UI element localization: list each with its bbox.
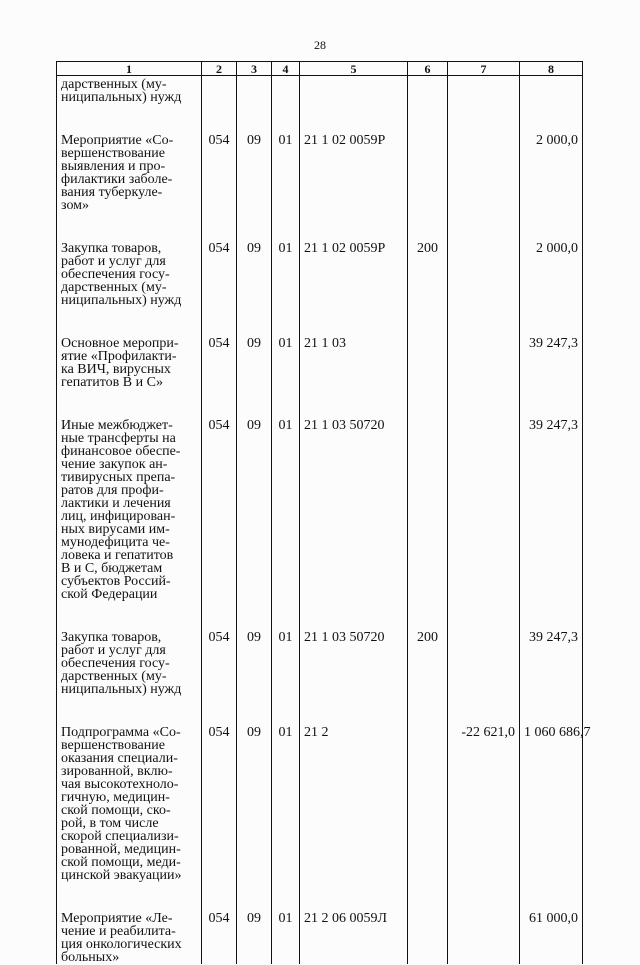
cell-value <box>412 335 443 337</box>
name-line: дарственных (му- <box>61 669 167 684</box>
table-row-continued <box>57 76 583 105</box>
cell-value: 054 <box>208 911 230 926</box>
cell-value <box>452 910 515 912</box>
code-cell-4 <box>272 724 300 882</box>
name-cell <box>57 910 202 964</box>
name-line: дарственных (му- <box>61 280 167 295</box>
cell-value: 39 247,3 <box>529 418 578 433</box>
name-cell <box>57 76 202 105</box>
name-line: Закупка товаров, <box>61 241 162 256</box>
code-cell-4 <box>272 629 300 696</box>
code-cell-2 <box>202 910 237 964</box>
cell-value: 01 <box>278 241 293 256</box>
code-cell-6 <box>408 629 448 696</box>
code-cell-5 <box>300 629 408 696</box>
cell-value: 054 <box>208 336 230 351</box>
name-cell <box>57 240 202 307</box>
code-cell-6 <box>408 132 448 212</box>
code-cell-5 <box>300 417 408 601</box>
cell-value <box>412 417 443 419</box>
name-line: ция онкологических <box>61 937 182 952</box>
cell-value: 054 <box>208 133 230 148</box>
name-line: ные трансферты на <box>61 431 176 446</box>
cell-value: 01 <box>278 630 293 645</box>
table-row <box>57 335 583 389</box>
table-row <box>57 417 583 601</box>
cell-value: 09 <box>247 241 261 256</box>
page-number: 28 <box>314 38 326 52</box>
name-cell <box>57 724 202 882</box>
name-line: оказания специали- <box>61 751 178 766</box>
cell-value: 054 <box>208 418 230 433</box>
name-line: рованной, медицин- <box>61 842 181 857</box>
code-cell-4 <box>272 417 300 601</box>
cell-value: 21 2 06 0059Л <box>304 911 387 926</box>
cell-value: 1 060 686,7 <box>524 725 591 740</box>
row-spacer <box>57 601 583 629</box>
code-cell-3 <box>237 629 272 696</box>
name-line: обеспечения госу- <box>61 267 170 282</box>
column-header: 4 <box>272 62 300 76</box>
column-header: 5 <box>300 62 408 76</box>
name-line: ниципальных) нужд <box>61 293 182 308</box>
table-row <box>57 724 583 882</box>
name-line: ниципальных) нужд <box>61 90 182 105</box>
name-line: ных вирусами им- <box>61 522 170 537</box>
amount-change-cell <box>448 417 520 601</box>
name-line: В и С, бюджетам <box>61 561 163 576</box>
name-line: мунодефицита че- <box>61 535 170 550</box>
cell-value: 054 <box>208 630 230 645</box>
row-spacer <box>57 696 583 724</box>
name-cell <box>57 132 202 212</box>
table-row <box>57 910 583 964</box>
table-row <box>57 240 583 307</box>
name-line: вершенствование <box>61 738 165 753</box>
name-line: чение и реабилита- <box>61 924 176 939</box>
name-line: зом» <box>61 198 90 213</box>
column-header: 3 <box>237 62 272 76</box>
cell-value: 01 <box>278 911 293 926</box>
code-cell-3 <box>237 910 272 964</box>
name-line: вания туберкуле- <box>61 185 163 200</box>
name-line: ловека и гепатитов <box>61 548 174 563</box>
code-cell-3 <box>237 724 272 882</box>
amount-cell <box>520 910 583 964</box>
cell-value: 2 000,0 <box>536 241 578 256</box>
cell-value <box>452 417 515 419</box>
cell-value: 21 1 03 <box>304 336 346 351</box>
column-header: 7 <box>448 62 520 76</box>
name-line: больных» <box>61 950 120 965</box>
budget-table <box>56 61 591 965</box>
cell-value <box>452 335 515 337</box>
cell-value: 200 <box>417 241 438 256</box>
name-line: филактики заболе- <box>61 172 173 187</box>
name-line: работ и услуг для <box>61 254 166 269</box>
code-cell-2 <box>202 240 237 307</box>
code-cell-2 <box>202 724 237 882</box>
cell-value: 21 1 03 50720 <box>304 418 385 433</box>
name-line: ка ВИЧ, вирусных <box>61 362 171 377</box>
amount-change-cell <box>448 132 520 212</box>
code-cell-4 <box>272 910 300 964</box>
column-header: 8 <box>520 62 583 76</box>
amount-cell <box>520 240 583 307</box>
amount-cell <box>520 724 591 882</box>
cell-value <box>412 910 443 912</box>
cell-value: 01 <box>278 418 293 433</box>
code-cell-6 <box>408 724 448 882</box>
cell-value: 054 <box>208 725 230 740</box>
code-cell-4 <box>272 240 300 307</box>
amount-change-cell <box>448 629 520 696</box>
name-line: Основное меропри- <box>61 336 179 351</box>
name-line: вершенствование <box>61 146 165 161</box>
name-line: чение закупок ан- <box>61 457 168 472</box>
amount-change-cell <box>448 240 520 307</box>
name-line: ратов для профи- <box>61 483 164 498</box>
code-cell-2 <box>202 417 237 601</box>
name-line: ской Федерации <box>61 587 158 602</box>
code-cell-4 <box>272 132 300 212</box>
code-cell-6 <box>408 240 448 307</box>
table-row <box>57 132 583 212</box>
amount-change-cell <box>448 335 520 389</box>
cell-value: 09 <box>247 725 261 740</box>
table-row <box>57 629 583 696</box>
code-cell-6 <box>408 910 448 964</box>
cell-value: 09 <box>247 418 261 433</box>
cell-value: 054 <box>208 241 230 256</box>
name-line: рой, в том числе <box>61 816 159 831</box>
name-cell <box>57 417 202 601</box>
code-cell-3 <box>237 240 272 307</box>
name-line: скорой специализи- <box>61 829 179 844</box>
code-cell-4 <box>272 335 300 389</box>
name-line: ской помощи, меди- <box>61 855 181 870</box>
cell-value: 61 000,0 <box>529 911 578 926</box>
row-spacer <box>57 389 583 417</box>
name-line: лактики и лечения <box>61 496 171 511</box>
row-spacer <box>57 104 583 132</box>
column-header: 6 <box>408 62 448 76</box>
name-line: работ и услуг для <box>61 643 166 658</box>
name-cell <box>57 335 202 389</box>
code-cell-2 <box>202 629 237 696</box>
code-cell-2 <box>202 335 237 389</box>
name-line: ятие «Профилакти- <box>61 349 177 364</box>
amount-change-cell <box>448 910 520 964</box>
cell-value: 200 <box>417 630 438 645</box>
code-cell-5 <box>300 132 408 212</box>
name-line: цинской эвакуации» <box>61 868 182 883</box>
row-spacer <box>57 307 583 335</box>
name-line: ской помощи, ско- <box>61 803 171 818</box>
cell-value: 21 1 02 0059Р <box>304 241 386 256</box>
cell-value: 09 <box>247 911 261 926</box>
name-line: финансовое обеспе- <box>61 444 181 459</box>
cell-value: 01 <box>278 725 293 740</box>
row-spacer <box>57 882 583 910</box>
code-cell-5 <box>300 910 408 964</box>
cell-value: -22 621,0 <box>461 725 515 740</box>
cell-value <box>412 724 443 726</box>
name-line: дарственных (му- <box>61 77 167 92</box>
code-cell-2 <box>202 132 237 212</box>
cell-value: 2 000,0 <box>536 133 578 148</box>
column-header: 2 <box>202 62 237 76</box>
column-header: 1 <box>57 62 202 76</box>
code-cell-5 <box>300 240 408 307</box>
code-cell-5 <box>300 335 408 389</box>
cell-value <box>452 132 515 134</box>
cell-value <box>452 629 515 631</box>
name-line: тивирусных препа- <box>61 470 176 485</box>
name-line: Мероприятие «Ле- <box>61 911 173 926</box>
name-cell <box>57 629 202 696</box>
code-cell-3 <box>237 335 272 389</box>
name-line: гепатитов В и С» <box>61 375 163 390</box>
cell-value: 09 <box>247 630 261 645</box>
code-cell-3 <box>237 132 272 212</box>
amount-change-cell <box>448 724 520 882</box>
name-line: Мероприятие «Со- <box>61 133 174 148</box>
cell-value: 01 <box>278 336 293 351</box>
cell-value <box>412 132 443 134</box>
cell-value: 21 1 02 0059Р <box>304 133 386 148</box>
table-header-row <box>57 62 583 76</box>
cell-value: 09 <box>247 133 261 148</box>
code-cell-5 <box>300 724 408 882</box>
code-cell-6 <box>408 417 448 601</box>
name-line: выявления и про- <box>61 159 166 174</box>
row-spacer <box>57 212 583 240</box>
code-cell-3 <box>237 417 272 601</box>
name-line: Закупка товаров, <box>61 630 162 645</box>
name-line: гичную, медицин- <box>61 790 170 805</box>
cell-value: 21 1 03 50720 <box>304 630 385 645</box>
amount-cell <box>520 335 583 389</box>
name-line: субъектов Россий- <box>61 574 171 589</box>
name-line: лиц, инфицирован- <box>61 509 176 524</box>
name-line: зированной, вклю- <box>61 764 173 779</box>
name-line: чая высокотехноло- <box>61 777 179 792</box>
code-cell-6 <box>408 335 448 389</box>
amount-cell <box>520 629 583 696</box>
cell-value: 21 2 <box>304 725 329 740</box>
amount-cell <box>520 132 583 212</box>
name-line: обеспечения госу- <box>61 656 170 671</box>
name-line: ниципальных) нужд <box>61 682 182 697</box>
cell-value: 39 247,3 <box>529 336 578 351</box>
cell-value: 01 <box>278 133 293 148</box>
cell-value <box>452 240 515 242</box>
cell-value: 09 <box>247 336 261 351</box>
name-line: Подпрограмма «Со- <box>61 725 181 740</box>
name-line: Иные межбюджет- <box>61 418 173 433</box>
cell-value: 39 247,3 <box>529 630 578 645</box>
amount-cell <box>520 417 583 601</box>
